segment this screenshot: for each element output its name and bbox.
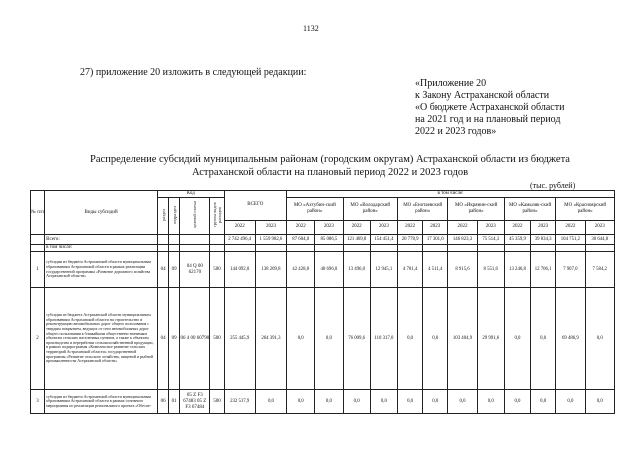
cell: 20 778,9 xyxy=(397,235,422,245)
header-year: 2022 xyxy=(287,220,315,234)
appendix-line: на 2021 год и на плановый период xyxy=(415,114,561,125)
page-number: 1132 xyxy=(303,24,319,33)
cell: 76 009,6 xyxy=(343,288,370,390)
cell: 0,0 xyxy=(585,390,615,414)
row-num: 1 xyxy=(31,252,45,288)
row-desc: субсидии из бюджета Астраханской области муниципальным образованиям Астраханской области в рамках реализации государственной программы «Развитие дорожного хозяйства Астраханской области» xyxy=(45,252,158,288)
subsidies-table xyxy=(30,190,615,414)
cell: 8 915,6 xyxy=(448,252,477,288)
header-year: 2022 xyxy=(504,220,530,234)
header-district: МО «Икрянин-ский район» xyxy=(448,198,504,221)
header-target: целевой статьи xyxy=(180,198,210,235)
cell: 69 486,9 xyxy=(556,288,585,390)
header-year: 2023 xyxy=(423,220,448,234)
cell: 40 696,0 xyxy=(315,252,343,288)
table-row xyxy=(31,252,615,288)
cell: 146 823,3 xyxy=(448,235,477,245)
row-subsection: 09 xyxy=(169,288,180,390)
header-year: 2023 xyxy=(370,220,397,234)
header-district: МО «Камызяк-ский район» xyxy=(504,198,555,221)
cell: 121 469,8 xyxy=(343,235,370,245)
including-label: в том числе: xyxy=(45,245,158,252)
appendix-line: к Закону Астраханской области xyxy=(415,90,550,101)
table-row xyxy=(31,390,615,414)
header-district: МО «Енотаевский район» xyxy=(397,198,447,221)
cell: 0,0 xyxy=(397,288,422,390)
including-row xyxy=(31,245,615,252)
header-year: 2022 xyxy=(556,220,585,234)
cell: 255 445,9 xyxy=(224,288,255,390)
appendix-line: «Приложение 20 xyxy=(415,78,487,89)
row-target: 05 Z F3 67483 05 Z F3 67484 xyxy=(180,390,210,414)
header-code: Код xyxy=(158,191,225,198)
header-year: 2023 xyxy=(315,220,343,234)
cell: 0,0 xyxy=(255,390,286,414)
cell: 0,0 xyxy=(287,390,315,414)
row-desc: субсидия из бюджета Астраханской области муниципальным образованиям Астраханской области на строительство и реконструкцию автомобильных дорог общего пользования с твердым покрытием, ведущих от сети автомобильных дорог общего пользования к ближайшим общественно значимым объектам сельских населенных пунктов, а также к объектам производства и переработки сельскохозяйственной продукции, в рамках подпрограммы «Комплексное развитие сельских территорий Астраханской области» государственной программы «Развитие сельского хозяйства, пищевой и рыбной промышленности Астраханской области» xyxy=(45,288,158,390)
cell: 45 359,9 xyxy=(504,235,530,245)
cell: 0,0 xyxy=(315,288,343,390)
header-year: 2023 xyxy=(477,220,504,234)
appendix-header xyxy=(415,78,564,138)
cell: 0,0 xyxy=(504,288,530,390)
header-year: 2022 xyxy=(224,220,255,234)
units-label: (тыс. рублей) xyxy=(530,181,576,190)
cell: 154 451,4 xyxy=(370,235,397,245)
cell: 29 991,6 xyxy=(477,288,504,390)
row-subsection: 09 xyxy=(169,252,180,288)
cell: 103 404,9 xyxy=(448,288,477,390)
cell: 0,0 xyxy=(397,390,422,414)
cell: 264 391,3 xyxy=(255,288,286,390)
cell: 0,0 xyxy=(315,390,343,414)
cell: 17 301,0 xyxy=(423,235,448,245)
header-num: № п/п xyxy=(31,191,45,235)
row-target: 04 Q 00 62170 xyxy=(180,252,210,288)
header-group: группы видов расходов xyxy=(210,198,224,235)
table-row xyxy=(31,288,615,390)
title-line: Распределение субсидий муниципальным районам (городским округам) Астраханской области из бюджета xyxy=(90,154,570,165)
cell: 13 496,0 xyxy=(343,252,370,288)
cell: 75 514,3 xyxy=(477,235,504,245)
cell: 0,0 xyxy=(448,390,477,414)
header-year: 2023 xyxy=(585,220,615,234)
row-section: 06 xyxy=(158,390,169,414)
cell: 87 604,0 xyxy=(287,235,315,245)
cell: 0,0 xyxy=(423,288,448,390)
total-label: Всего: xyxy=(45,235,158,245)
cell: 0,0 xyxy=(287,288,315,390)
cell: 0,0 xyxy=(585,288,615,390)
cell: 42 428,0 xyxy=(287,252,315,288)
row-group: 500 xyxy=(210,252,224,288)
header-year: 2022 xyxy=(343,220,370,234)
cell: 0,0 xyxy=(370,390,397,414)
header-including: в том числе: xyxy=(287,191,615,198)
cell: 0,0 xyxy=(423,390,448,414)
header-district: МО «Ахтубин-ский район» xyxy=(287,198,343,221)
cell: 2 742 496,4 xyxy=(224,235,255,245)
cell: 104 751,2 xyxy=(556,235,585,245)
row-group: 500 xyxy=(210,288,224,390)
total-row xyxy=(31,235,615,245)
cell: 0,0 xyxy=(556,390,585,414)
cell: 7 584,2 xyxy=(585,252,615,288)
cell: 12 706,1 xyxy=(531,252,556,288)
header-types: Виды субсидий xyxy=(45,191,158,235)
cell: 138 209,8 xyxy=(255,252,286,288)
appendix-line: 2022 и 2023 годов» xyxy=(415,126,497,137)
cell: 39 834,3 xyxy=(531,235,556,245)
row-desc: субсидии из бюджета Астраханской области муниципальным образованиям Астраханской области в рамках основного мероприятия по реализации регионального проекта «Обеспе- xyxy=(45,390,158,414)
amendment-instruction: 27) приложение 20 изложить в следующей редакции: xyxy=(80,67,307,78)
header-year: 2023 xyxy=(531,220,556,234)
header-year: 2022 xyxy=(448,220,477,234)
document-title xyxy=(70,153,590,179)
header-year: 2022 xyxy=(397,220,422,234)
row-group: 500 xyxy=(210,390,224,414)
header-subsection: подраздел xyxy=(169,198,180,235)
cell: 144 092,0 xyxy=(224,252,255,288)
header-district: МО «Красноярский район» xyxy=(556,198,615,221)
cell: 13 246,8 xyxy=(504,252,530,288)
cell: 110 317,0 xyxy=(370,288,397,390)
cell: 232 517,9 xyxy=(224,390,255,414)
header-total: ВСЕГО xyxy=(224,191,287,221)
row-subsection: 01 xyxy=(169,390,180,414)
row-num: 2 xyxy=(31,288,45,390)
title-line: Астраханской области на плановый период 2022 и 2023 годов xyxy=(191,167,469,178)
appendix-line: «О бюджете Астраханской области xyxy=(415,102,565,113)
cell: 1 559 982,6 xyxy=(255,235,286,245)
cell: 85 086,5 xyxy=(315,235,343,245)
header-section: раздел xyxy=(158,198,169,235)
cell: 0,0 xyxy=(531,390,556,414)
row-num: 3 xyxy=(31,390,45,414)
cell: 30 644,8 xyxy=(585,235,615,245)
row-section: 04 xyxy=(158,288,169,390)
cell: 0,0 xyxy=(343,390,370,414)
cell: 8 551,6 xyxy=(477,252,504,288)
header-district: МО «Володарский район» xyxy=(343,198,397,221)
cell: 4 701,4 xyxy=(397,252,422,288)
cell: 12 945,1 xyxy=(370,252,397,288)
row-target: 06 4 00 60790 xyxy=(180,288,210,390)
cell: 7 907,0 xyxy=(556,252,585,288)
cell: 0,0 xyxy=(504,390,530,414)
header-year: 2023 xyxy=(255,220,286,234)
cell: 0,0 xyxy=(531,288,556,390)
row-section: 04 xyxy=(158,252,169,288)
cell: 4 511,4 xyxy=(423,252,448,288)
cell: 0,0 xyxy=(477,390,504,414)
